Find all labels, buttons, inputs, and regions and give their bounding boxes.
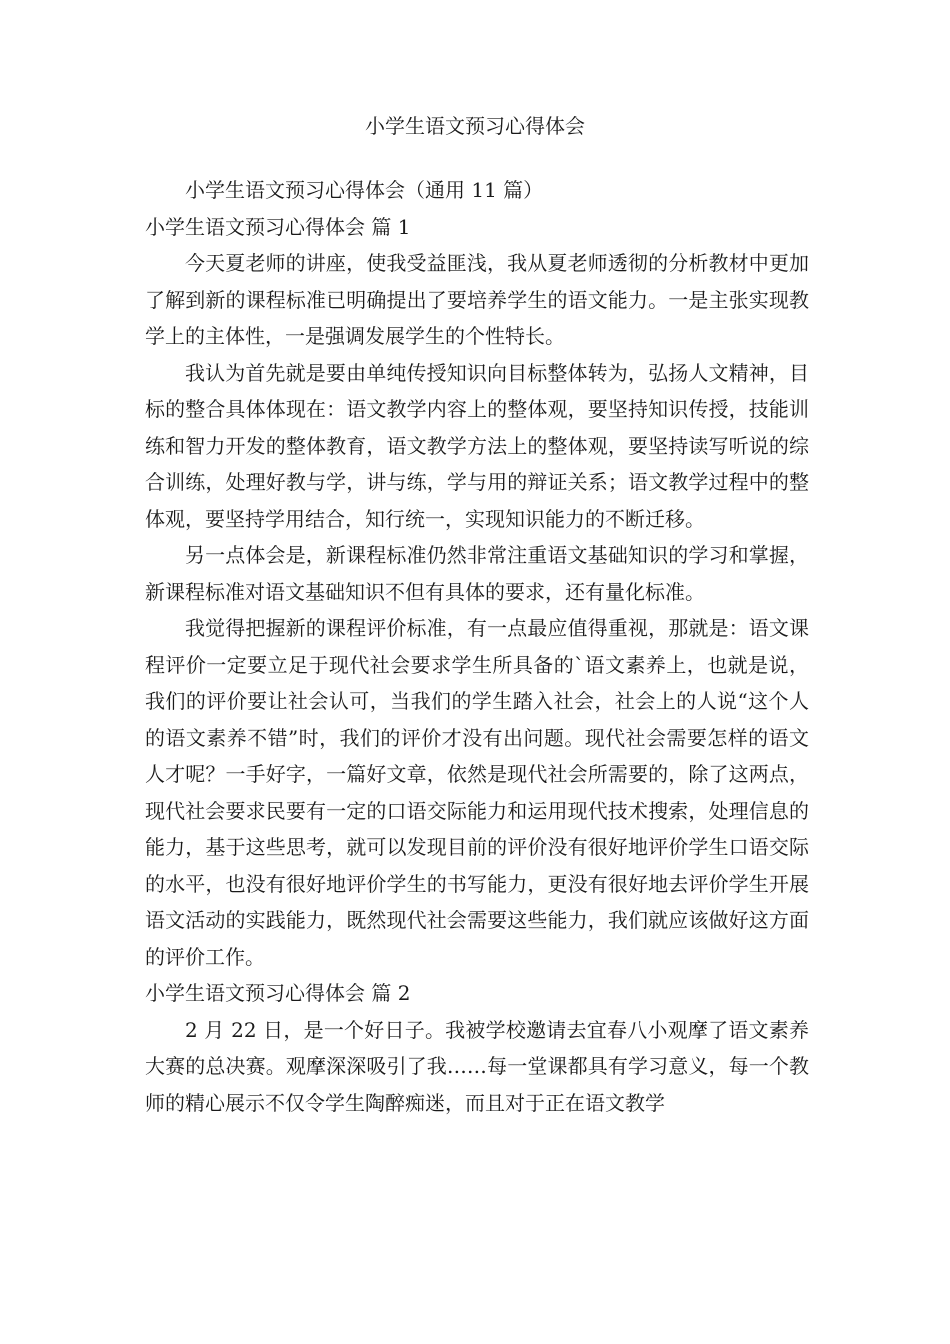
paragraph: 2 月 22 日，是一个好日子。我被学校邀请去宜春八小观摩了语文素养大赛的总决赛。观摩深深吸引了我……每一堂课都具有学习意义，每一个教师的精心展示不仅令学生陶醉痴迷，而且对于正在语文教学 bbox=[145, 1017, 809, 1115]
paragraph: 我认为首先就是要由单纯传授知识向目标整体转为，弘扬人文精神，目标的整合具体体现在：语文教学内容上的整体观，要坚持知识传授，技能训练和智力开发的整体教育，语文教学方法上的整体观，要坚持读写听说的综合训练，处理好教与学，讲与练，学与用的辩证关系；语文教学过程中的整体观，要坚持学用结合，知行统一，实现知识能力的不断迁移。 bbox=[145, 360, 809, 531]
paragraph: 今天夏老师的讲座，使我受益匪浅，我从夏老师透彻的分析教材中更加了解到新的课程标准已明确提出了要培养学生的语文能力。一是主张实现教学上的主体性，一是强调发展学生的个性特长。 bbox=[145, 251, 809, 348]
section-heading-2: 小学生语文预习心得体会 篇 2 bbox=[145, 981, 411, 1005]
paragraph: 我觉得把握新的课程评价标准，有一点最应值得重视，那就是：语文课程评价一定要立足于现代社会要求学生所具备的`语文素养上，也就是说，我们的评价要让社会认可，当我们的学生踏入社会，社会上的人说“这个人的语文素养不错”时，我们的评价才没有出问题。现代社会需要怎样的语文人才呢？一手好字，一篇好文章，依然是现代社会所需要的，除了这两点，现代社会要求民要有一定的口语交际能力和运用现代技术搜索，处理信息的能力，基于这些思考，就可以发现目前的评价没有很好地评价学生口语交际的水平，也没有很好地评价学生的书写能力，更没有很好地去评价学生开展语文活动的实践能力，既然现代社会需要这些能力，我们就应该做好这方面的评价工作。 bbox=[145, 616, 809, 969]
document-subtitle: 小学生语文预习心得体会（通用 11 篇） bbox=[185, 178, 544, 202]
document-title: 小学生语文预习心得体会 bbox=[365, 114, 585, 138]
paragraph: 另一点体会是，新课程标准仍然非常注重语文基础知识的学习和掌握，新课程标准对语文基础知识不但有具体的要求，还有量化标准。 bbox=[145, 543, 809, 604]
document-body bbox=[145, 172, 809, 1121]
section-heading-1: 小学生语文预习心得体会 篇 1 bbox=[145, 214, 411, 239]
